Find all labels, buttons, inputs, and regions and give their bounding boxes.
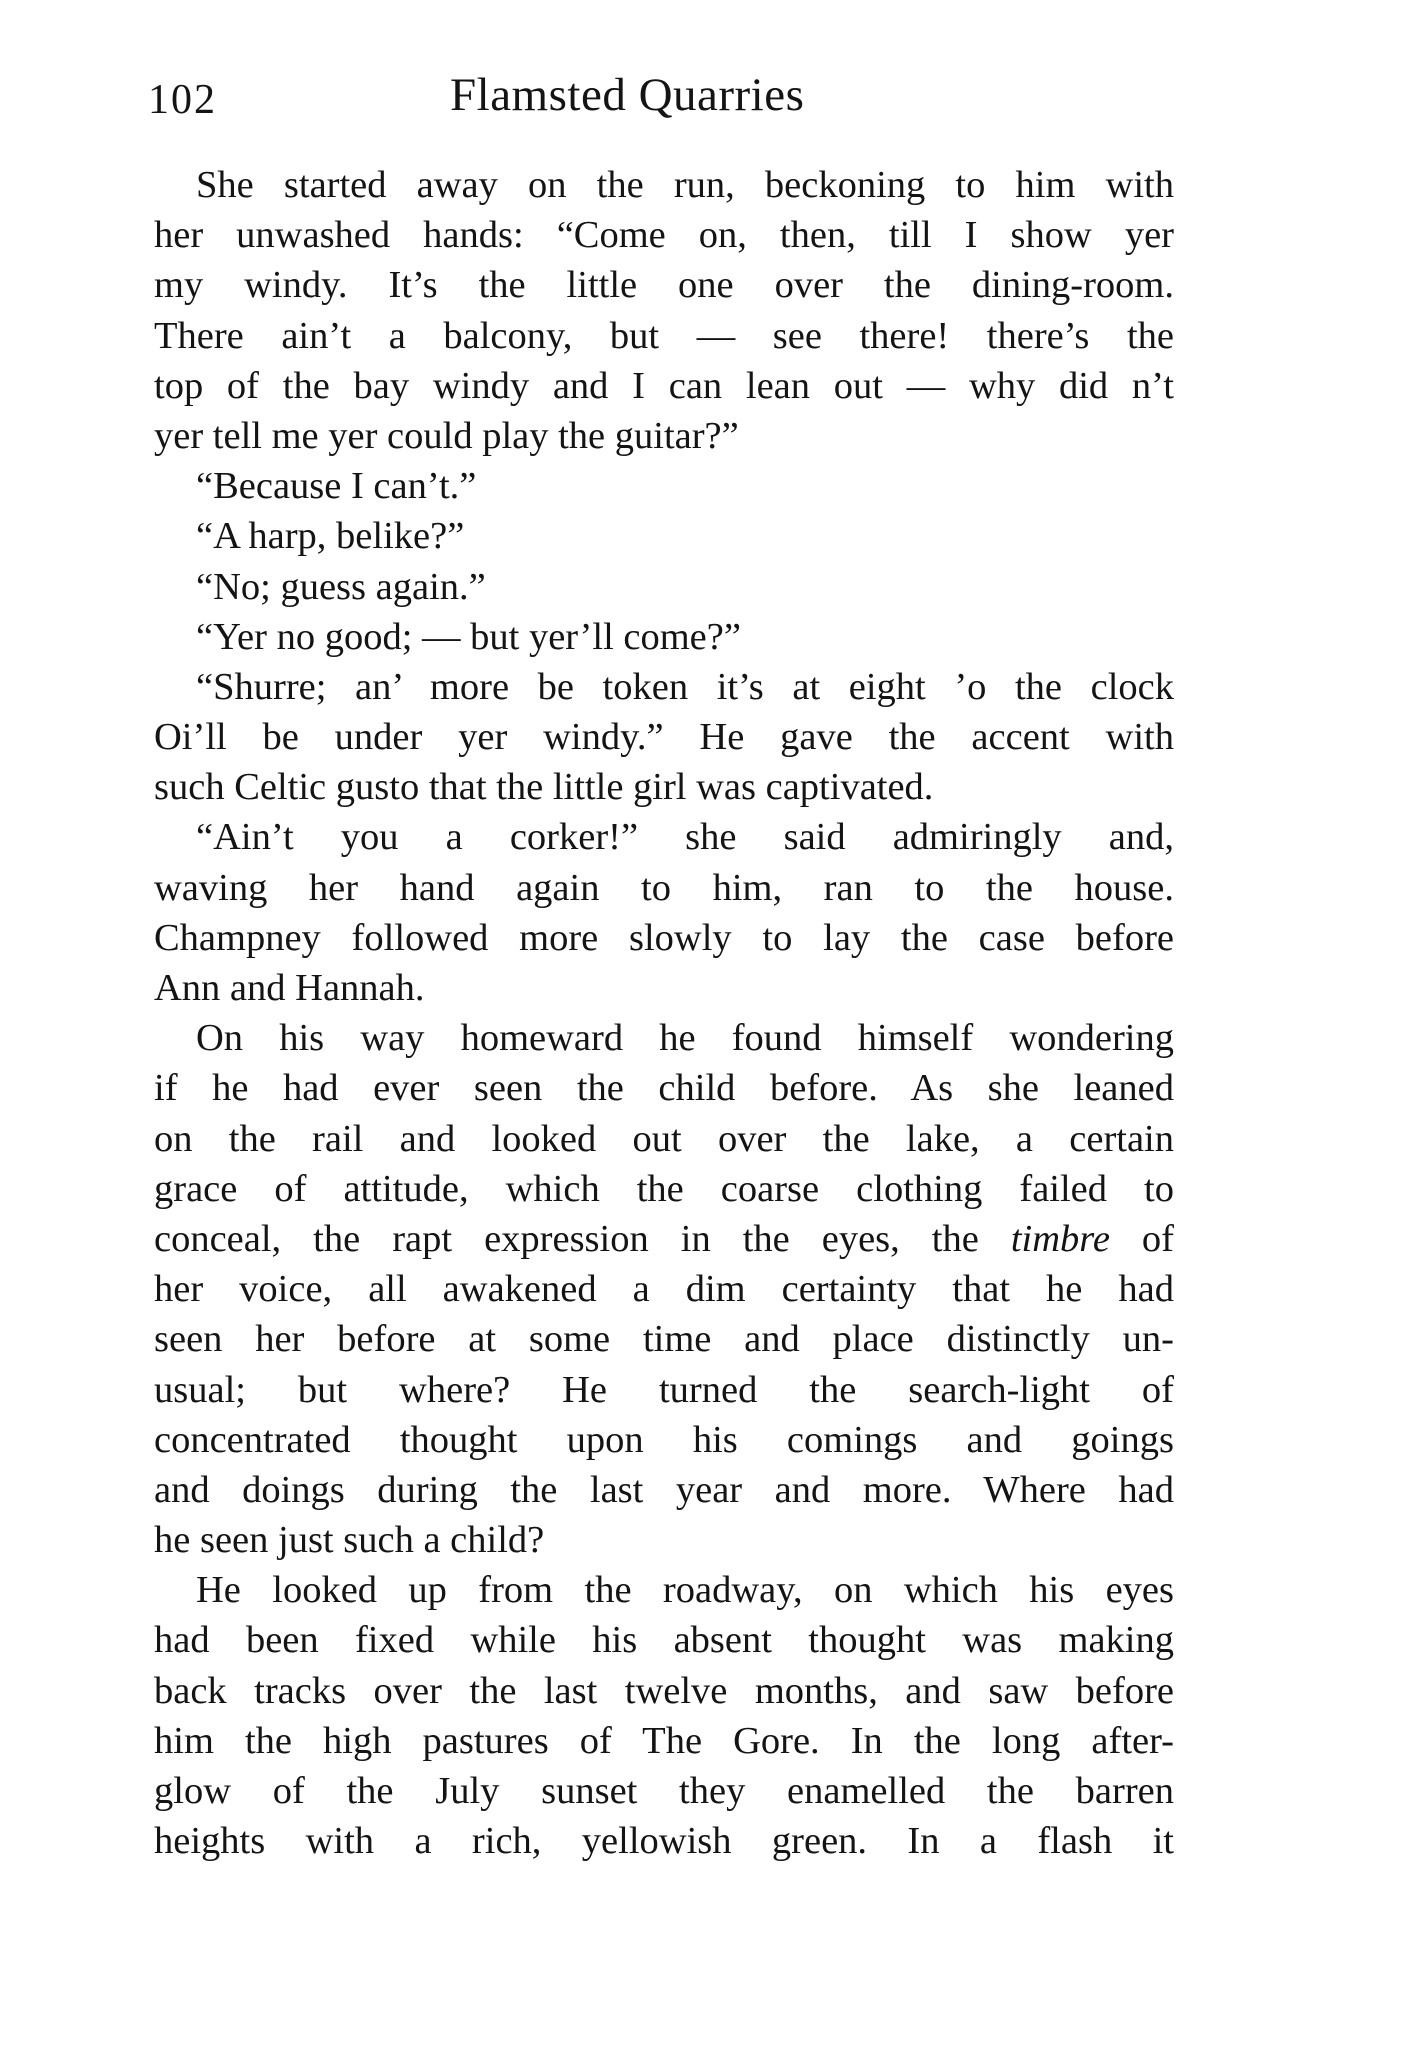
text-line bbox=[154, 1666, 1174, 1716]
text-line bbox=[154, 1615, 1174, 1665]
text-line-content: “Yer no good; — but yer’ll come?” bbox=[196, 615, 741, 658]
text-line bbox=[154, 1816, 1174, 1866]
text-line bbox=[154, 511, 1174, 561]
text-line-content: had been fixed while his absent thought was making bbox=[154, 1619, 1174, 1662]
text-line-content: “Ain’t you a corker!” she said admiringly and, bbox=[196, 816, 1174, 859]
text-line-content: She started away on the run, beckoning to him with bbox=[196, 164, 1174, 206]
text-line bbox=[154, 662, 1174, 712]
running-title: Flamsted Quarries bbox=[450, 69, 805, 121]
text-line bbox=[154, 1264, 1174, 1314]
text-line bbox=[154, 411, 1174, 461]
text-line-content: Oi’ll be under yer windy.” He gave the accent with bbox=[154, 716, 1174, 759]
text-line bbox=[154, 1214, 1174, 1264]
text-line bbox=[154, 1515, 1174, 1565]
text-line-content: “Shurre; an’ more be token it’s at eight ’o the clock bbox=[196, 665, 1174, 708]
text-line-content: conceal, the rapt expression in the eyes, the bbox=[154, 1217, 1011, 1260]
body-text bbox=[154, 160, 1174, 1866]
text-line bbox=[154, 562, 1174, 612]
text-line bbox=[154, 963, 1174, 1013]
text-line-tail: of bbox=[1109, 1217, 1174, 1260]
text-line-content: glow of the July sunset they enamelled the barren bbox=[154, 1770, 1174, 1812]
text-line bbox=[154, 762, 1174, 812]
text-line bbox=[154, 1063, 1174, 1113]
text-line-content: On his way homeward he found himself wondering bbox=[196, 1017, 1174, 1060]
text-line bbox=[154, 1314, 1174, 1364]
text-line bbox=[154, 863, 1174, 913]
text-line bbox=[154, 260, 1174, 310]
text-line-content: my windy. It’s the little one over the dining-room. bbox=[154, 264, 1174, 307]
text-line bbox=[154, 612, 1174, 662]
text-line bbox=[154, 1114, 1174, 1164]
text-line bbox=[154, 1013, 1174, 1063]
page-number: 102 bbox=[148, 77, 217, 123]
page-header bbox=[148, 68, 1178, 138]
text-line-content: him the high pastures of The Gore. In the long after- bbox=[154, 1719, 1174, 1762]
text-line bbox=[154, 1565, 1174, 1615]
text-line-content: waving her hand again to him, ran to the house. bbox=[154, 866, 1174, 909]
text-line bbox=[154, 210, 1174, 260]
text-line-content: her voice, all awakened a dim certainty that he had bbox=[154, 1268, 1174, 1311]
text-line-content: back tracks over the last twelve months, and saw before bbox=[154, 1669, 1174, 1712]
text-line-content: heights with a rich, yellowish green. In a flash it bbox=[154, 1820, 1174, 1863]
text-line bbox=[154, 1415, 1174, 1465]
text-line bbox=[154, 1766, 1174, 1816]
text-line-content: usual; but where? He turned the search-light of bbox=[154, 1368, 1174, 1411]
text-line bbox=[154, 1164, 1174, 1214]
text-line bbox=[154, 712, 1174, 762]
text-line-content: yer tell me yer could play the guitar?” bbox=[154, 414, 739, 457]
text-line-content: and doings during the last year and more. Where had bbox=[154, 1468, 1174, 1511]
text-line-content: on the rail and looked out over the lake, a certain bbox=[154, 1117, 1174, 1160]
text-line bbox=[154, 461, 1174, 511]
text-line-content: Champney followed more slowly to lay the case before bbox=[154, 916, 1174, 959]
text-line bbox=[154, 1365, 1174, 1415]
text-line bbox=[154, 1716, 1174, 1766]
text-line-content: “A harp, belike?” bbox=[196, 515, 465, 558]
text-line bbox=[154, 361, 1174, 411]
text-line-content: “Because I can’t.” bbox=[196, 465, 477, 508]
text-line-content: grace of attitude, which the coarse clothing failed to bbox=[154, 1167, 1174, 1210]
text-line-content: seen her before at some time and place distinctly un- bbox=[154, 1318, 1174, 1361]
text-line bbox=[154, 160, 1174, 210]
text-line-content: concentrated thought upon his comings and goings bbox=[154, 1418, 1174, 1461]
text-line-content: There ain’t a balcony, but — see there! there’s the bbox=[154, 314, 1174, 357]
text-line-content: “No; guess again.” bbox=[196, 565, 486, 608]
text-line-content: top of the bay windy and I can lean out — why did n’t bbox=[154, 364, 1174, 407]
text-line-content: He looked up from the roadway, on which his eyes bbox=[196, 1569, 1174, 1612]
italic-word: timbre bbox=[1010, 1217, 1110, 1260]
text-line-content: such Celtic gusto that the little girl was captivated. bbox=[154, 766, 934, 809]
text-line bbox=[154, 1465, 1174, 1515]
text-line-content: Ann and Hannah. bbox=[154, 967, 425, 1009]
text-line-content: he seen just such a child? bbox=[154, 1519, 545, 1562]
text-line-content: if he had ever seen the child before. As she leaned bbox=[154, 1067, 1174, 1110]
text-line bbox=[154, 812, 1174, 862]
text-line-content: her unwashed hands: “Come on, then, till I show yer bbox=[154, 214, 1174, 257]
text-line bbox=[154, 913, 1174, 963]
text-line bbox=[154, 311, 1174, 361]
